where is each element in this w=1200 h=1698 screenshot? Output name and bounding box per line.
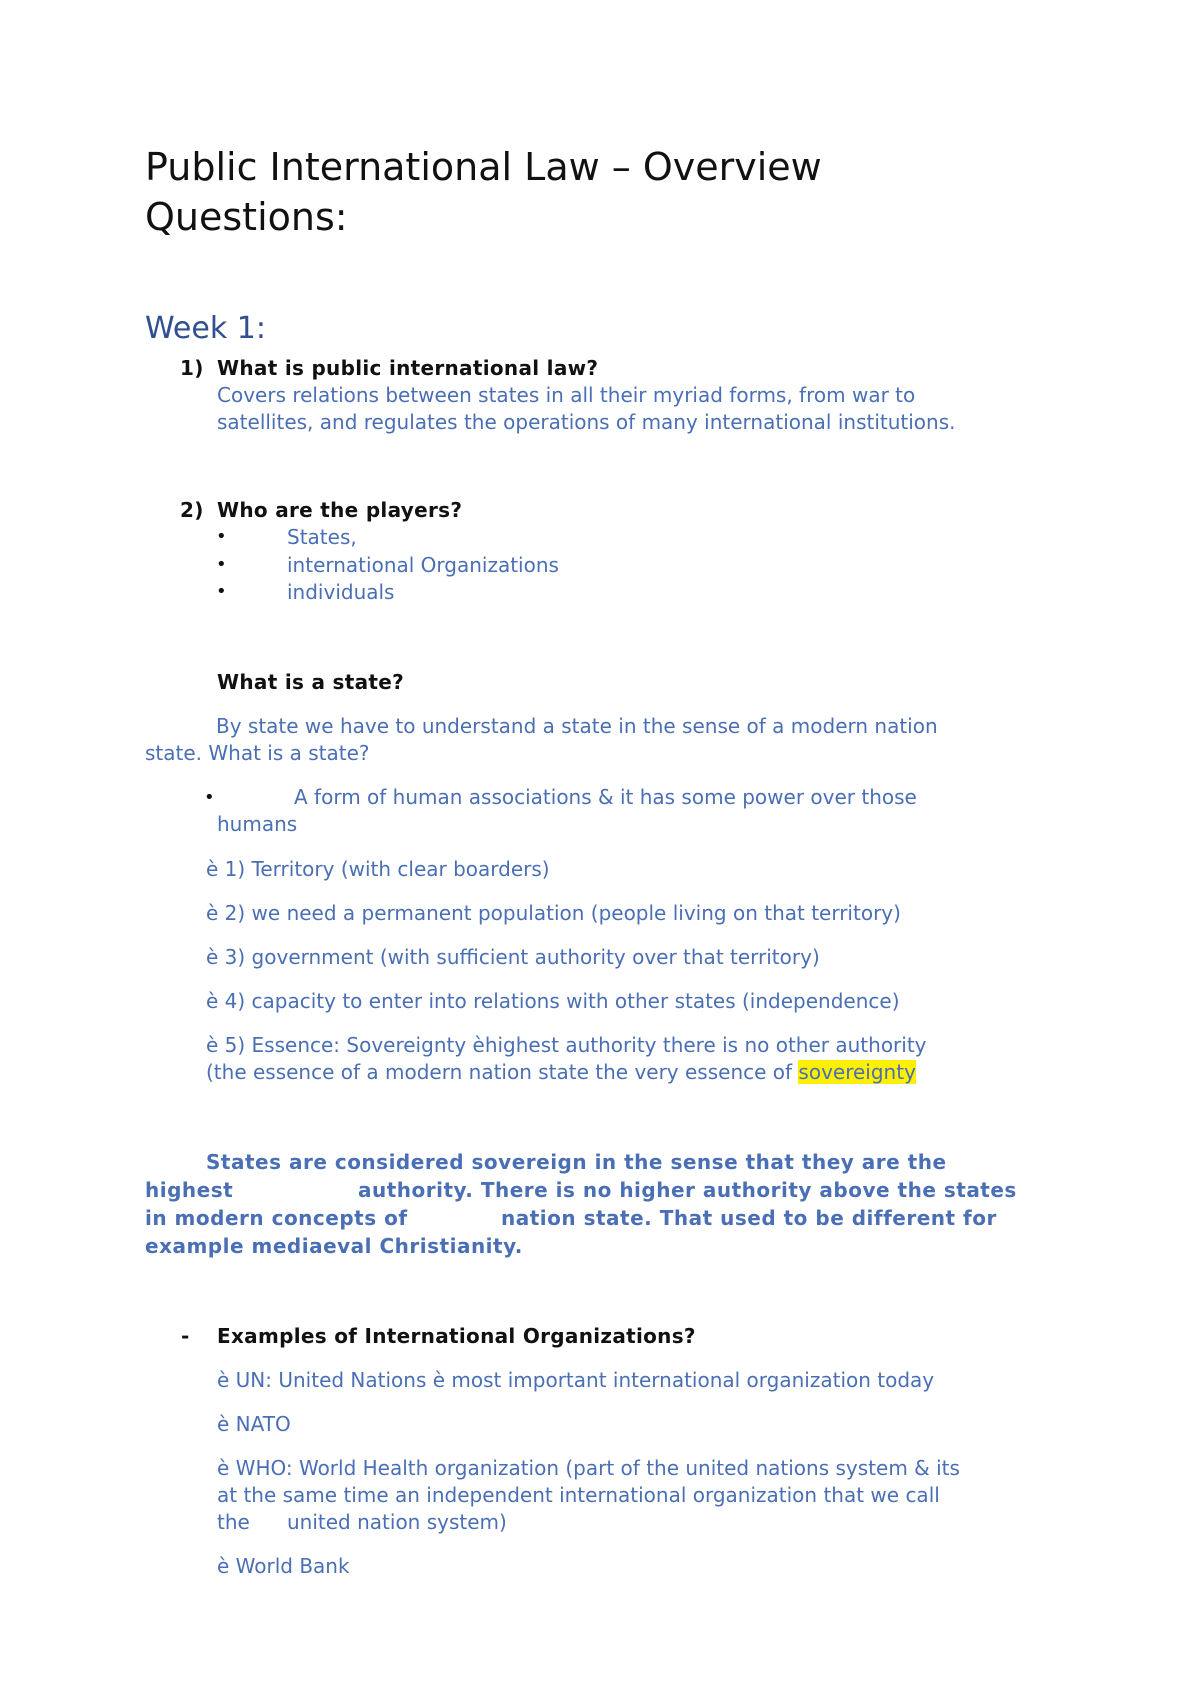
q1-answer-line-1: Covers relations between states in all their myriad forms, from war to: [217, 383, 916, 407]
q1-number: 1): [180, 356, 204, 380]
bullet-icon: •: [204, 787, 215, 808]
q1-answer-line-2: satellites, and regulates the operations of many international institutions.: [217, 410, 956, 434]
bullet-icon: •: [216, 581, 227, 602]
title-line-2: Questions:: [145, 195, 348, 239]
state-question: What is a state?: [217, 670, 404, 694]
bullet-icon: •: [216, 554, 227, 575]
state-intro-line-1: By state we have to understand a state in the sense of a modern nation: [216, 714, 938, 738]
q2-number: 2): [180, 498, 204, 522]
state-criterion: è 3) government (with sufficient authority over that territory): [206, 945, 820, 969]
state-criterion: è 5) Essence: Sovereignty èhighest authority there is no other authority: [206, 1033, 927, 1057]
sovereign-paragraph-line-3b: nation state. That used to be different for: [501, 1206, 997, 1230]
player-item: international Organizations: [287, 553, 559, 577]
sovereign-paragraph-line-4: example mediaeval Christianity.: [145, 1234, 523, 1258]
q2-question: Who are the players?: [217, 498, 463, 522]
player-item: States,: [287, 525, 357, 549]
organization-item: è NATO: [217, 1412, 291, 1436]
organizations-dash: -: [181, 1324, 190, 1348]
q1-question: What is public international law?: [217, 356, 599, 380]
organizations-question: Examples of International Organizations?: [217, 1324, 696, 1348]
state-intro-line-2: state. What is a state?: [145, 741, 370, 765]
who-line-3a: the: [217, 1510, 250, 1534]
organization-item: è UN: United Nations è most important international organization today: [217, 1368, 935, 1392]
bullet-icon: •: [216, 526, 227, 547]
title-line-1: Public International Law – Overview: [145, 145, 822, 189]
state-bullet-line-1: A form of human associations & it has some power over those: [294, 785, 917, 809]
sovereign-paragraph-line-3a: in modern concepts of: [145, 1206, 408, 1230]
essence-line-2: [206, 1060, 916, 1084]
essence-line-2-text: (the essence of a modern nation state the very essence of: [206, 1060, 799, 1084]
week-1-heading: Week 1:: [145, 311, 266, 346]
who-line-2: at the same time an independent international organization that we call: [217, 1483, 940, 1507]
sovereignty-highlight: sovereignty: [798, 1060, 916, 1084]
sovereign-paragraph-line-2b: authority. There is no higher authority above the states: [358, 1178, 1017, 1202]
state-criterion: è 2) we need a permanent population (people living on that territory): [206, 901, 901, 925]
sovereign-paragraph-line-1: States are considered sovereign in the sense that they are the: [206, 1150, 947, 1174]
state-bullet-line-2: humans: [217, 812, 298, 836]
sovereign-paragraph-line-2a: highest: [145, 1178, 234, 1202]
state-criterion: è 4) capacity to enter into relations with other states (independence): [206, 989, 900, 1013]
who-line-1: è WHO: World Health organization (part of the united nations system & its: [217, 1456, 960, 1480]
state-criterion: è 1) Territory (with clear boarders): [206, 857, 550, 881]
player-item: individuals: [287, 580, 395, 604]
organization-item-world-bank: è World Bank: [217, 1554, 350, 1578]
who-line-3b: united nation system): [287, 1510, 507, 1534]
